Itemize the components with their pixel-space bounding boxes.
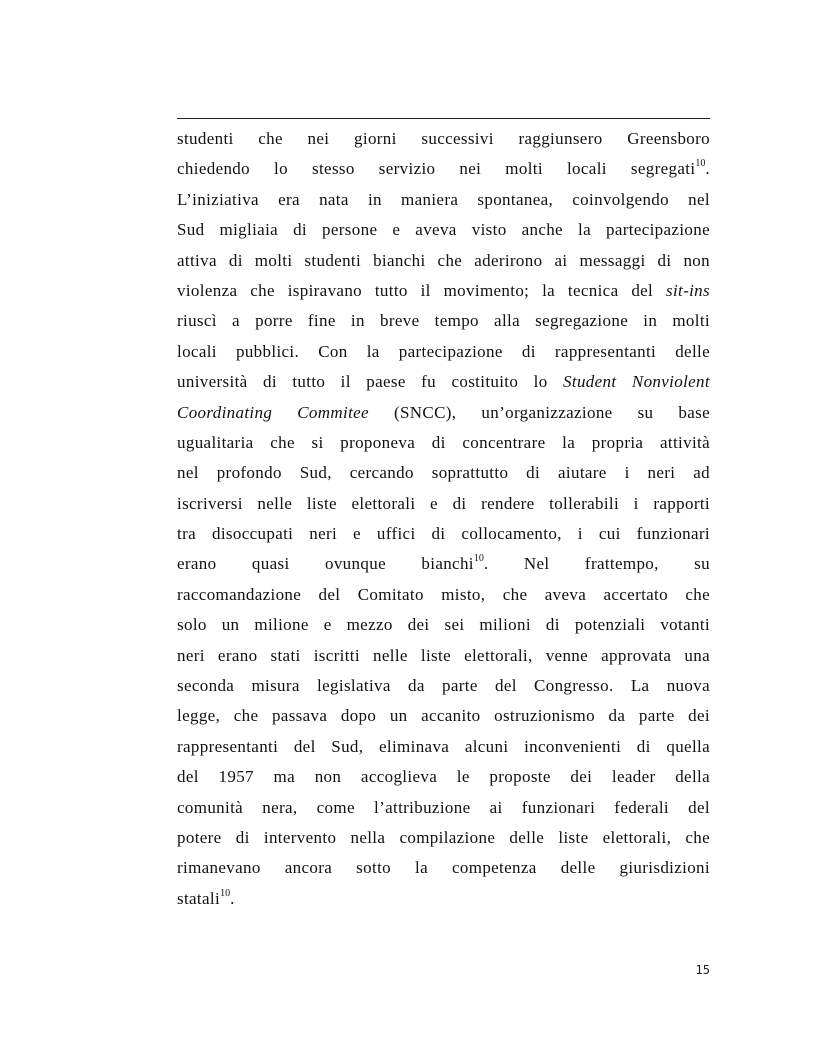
text-line <box>177 215 710 245</box>
text-segment: raccomandazione del Comitato misto, che aveva accertato che <box>177 584 710 604</box>
text-line <box>177 549 710 579</box>
text-segment: . <box>230 888 235 908</box>
text-segment: università di tutto il paese fu costituito lo <box>177 372 564 392</box>
text-segment: statali <box>177 888 221 908</box>
text-line <box>177 306 710 336</box>
text-segment: potere di intervento nella compilazione delle liste elettorali, che <box>177 827 710 847</box>
text-segment: chiedendo lo stesso servizio nei molti locali segregati <box>177 159 696 179</box>
text-segment: nel profondo Sud, cercando soprattutto di aiutare i neri ad <box>177 463 710 483</box>
text-line <box>177 246 710 276</box>
text-line <box>177 367 710 397</box>
text-segment: Sud migliaia di persone e aveva visto anche la partecipazione <box>177 220 710 240</box>
italic-text: Coordinating Commitee <box>177 402 369 422</box>
page-number: 15 <box>695 963 710 977</box>
text-line <box>177 337 710 367</box>
text-segment: solo un milione e mezzo dei sei milioni di potenziali votanti <box>177 615 710 635</box>
text-segment: rappresentanti del Sud, eliminava alcuni inconvenienti di quella <box>177 736 710 756</box>
text-segment: . Nel frattempo, su <box>483 554 710 574</box>
footnote-ref: 10 <box>473 553 484 565</box>
text-line <box>177 458 710 488</box>
text-line <box>177 732 710 762</box>
text-line <box>177 884 710 914</box>
text-segment: L’iniziativa era nata in maniera spontanea, coinvolgendo nel <box>177 189 710 209</box>
text-line <box>177 853 710 883</box>
text-line <box>177 154 710 184</box>
text-line <box>177 641 710 671</box>
italic-text: sit-ins <box>665 280 710 300</box>
header-rule <box>177 118 710 119</box>
text-segment: neri erano stati iscritti nelle liste elettorali, venne approvata una <box>177 645 710 665</box>
text-line <box>177 185 710 215</box>
text-segment: violenza che ispiravano tutto il movimento; la tecnica del <box>177 280 666 300</box>
body-text <box>177 124 710 914</box>
text-line <box>177 276 710 306</box>
text-segment: . <box>705 159 710 179</box>
text-segment: (SNCC), un’organizzazione su base <box>368 402 710 422</box>
text-line <box>177 398 710 428</box>
text-segment: rimanevano ancora sotto la competenza delle giurisdizioni <box>177 858 710 878</box>
text-segment: comunità nera, come l’attribuzione ai funzionari federali del <box>177 797 710 817</box>
text-segment: iscriversi nelle liste elettorali e di rendere tollerabili i rapporti <box>177 493 710 513</box>
text-segment: riuscì a porre fine in breve tempo alla segregazione in molti <box>177 311 710 331</box>
text-line <box>177 610 710 640</box>
text-line <box>177 580 710 610</box>
footnote-ref: 10 <box>220 887 231 899</box>
text-line <box>177 124 710 154</box>
text-line <box>177 793 710 823</box>
text-segment: seconda misura legislativa da parte del Congresso. La nuova <box>177 676 710 696</box>
text-line <box>177 762 710 792</box>
text-segment: locali pubblici. Con la partecipazione di rappresentanti delle <box>177 341 710 361</box>
text-line <box>177 823 710 853</box>
footnote-ref: 10 <box>695 158 706 170</box>
text-line <box>177 428 710 458</box>
italic-text: Student Nonviolent <box>563 372 710 392</box>
text-segment: studenti che nei giorni successivi raggiunsero Greensboro <box>177 129 710 148</box>
text-line <box>177 519 710 549</box>
text-line <box>177 671 710 701</box>
text-segment: del 1957 ma non accoglieva le proposte dei leader della <box>177 767 710 787</box>
text-segment: attiva di molti studenti bianchi che aderirono ai messaggi di non <box>177 250 710 270</box>
text-line <box>177 701 710 731</box>
text-segment: legge, che passava dopo un accanito ostruzionismo da parte dei <box>177 706 710 726</box>
text-segment: erano quasi ovunque bianchi <box>177 554 474 574</box>
text-line <box>177 489 710 519</box>
text-segment: tra disoccupati neri e uffici di collocamento, i cui funzionari <box>177 524 710 544</box>
text-segment: ugualitaria che si proponeva di concentrare la propria attività <box>177 432 710 452</box>
